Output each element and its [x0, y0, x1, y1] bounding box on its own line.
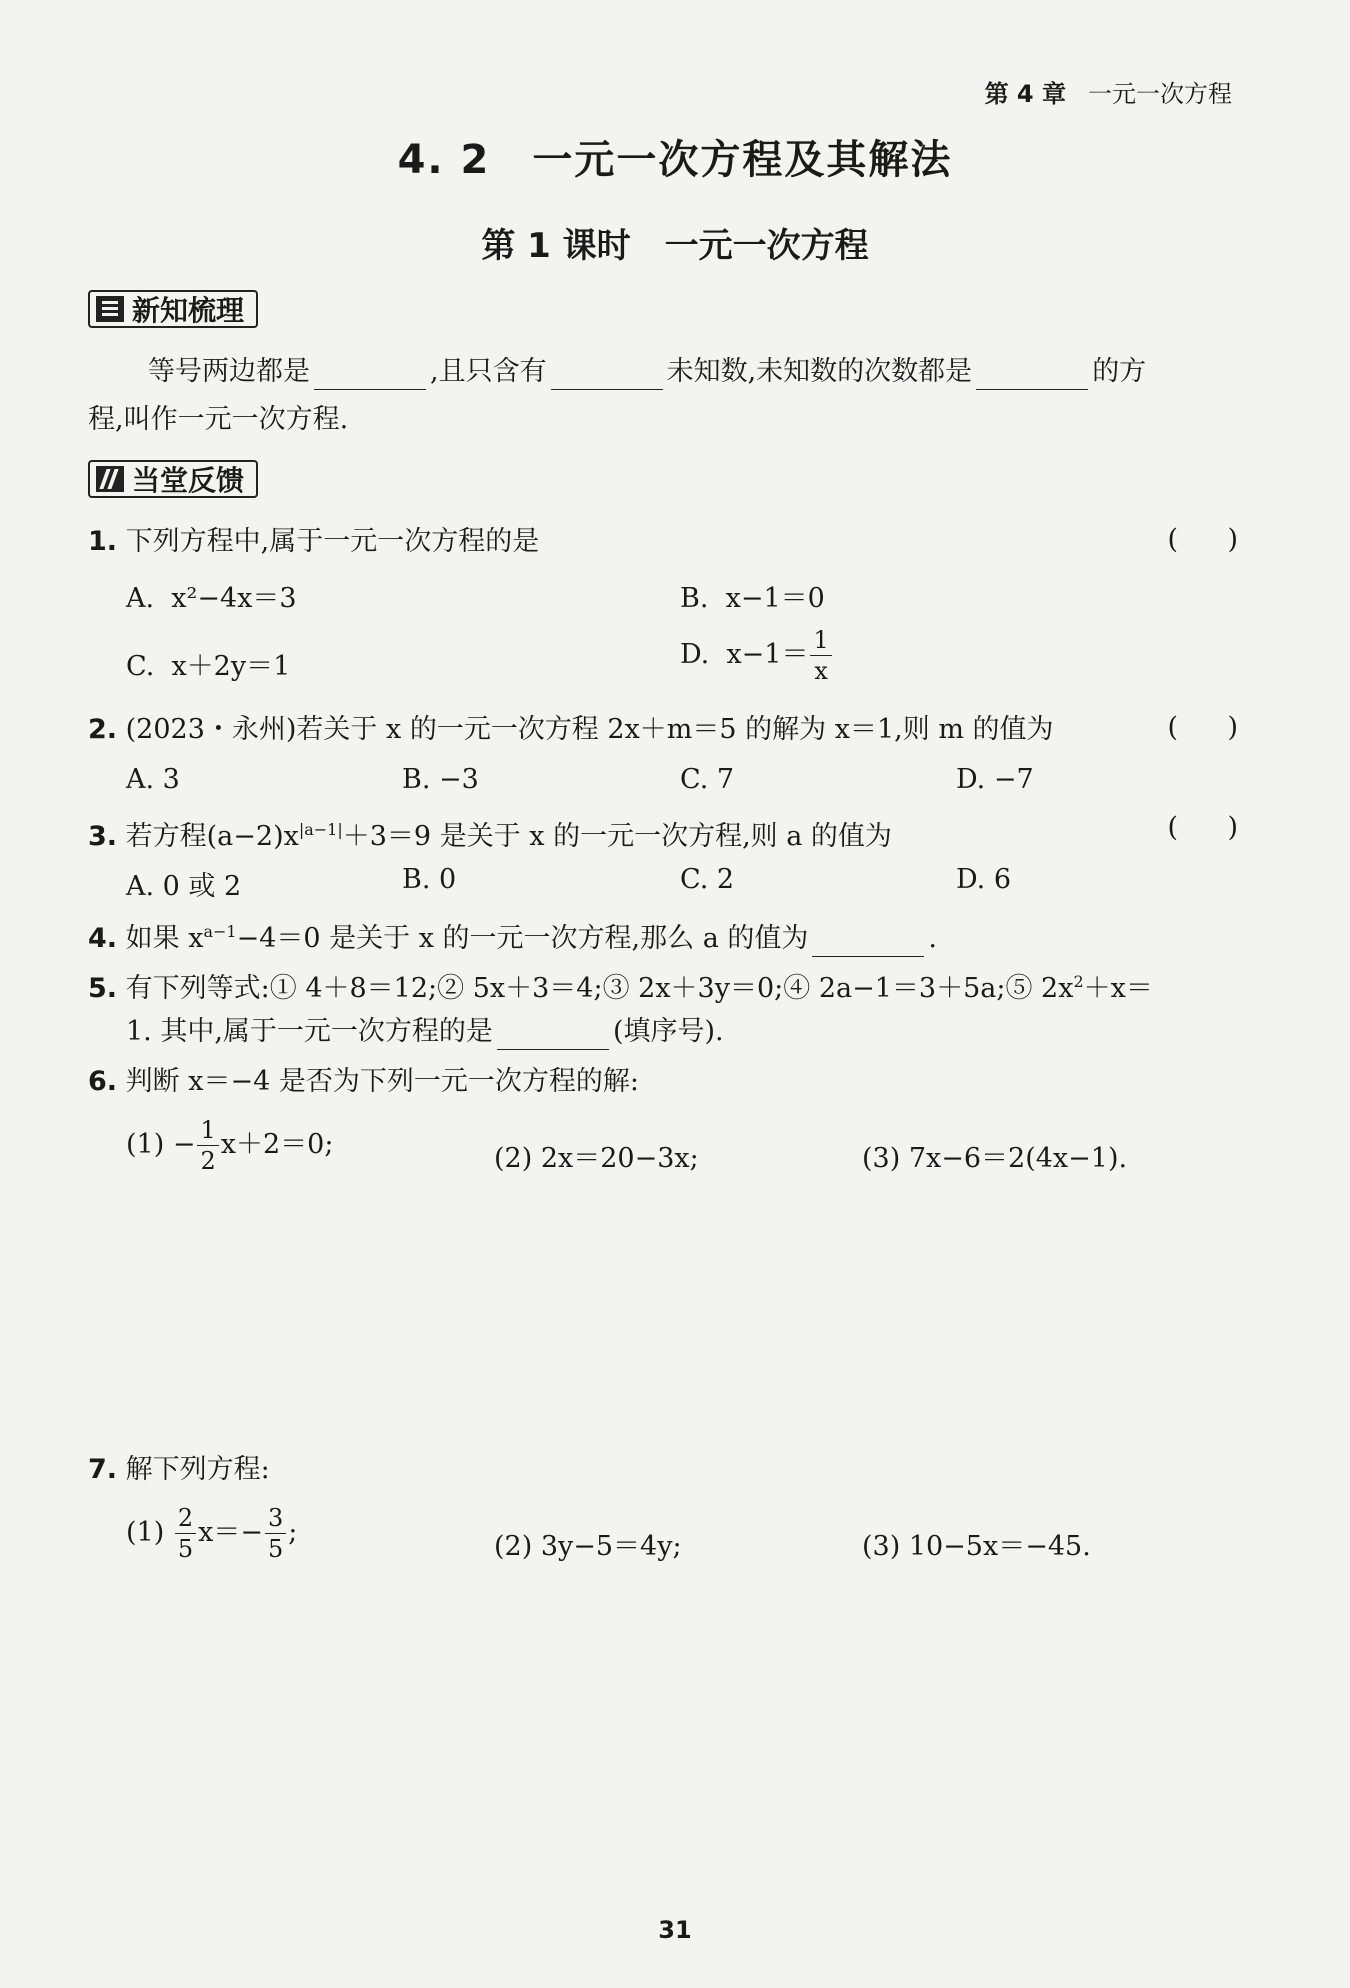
option-letter: B.: [680, 583, 709, 614]
option-c[interactable]: C. 2: [680, 864, 735, 895]
numerator: 1: [197, 1118, 218, 1146]
numerator: 2: [175, 1506, 196, 1534]
question-4: [88, 914, 937, 957]
question-number: 6.: [88, 1066, 118, 1097]
subquestion-text: x＝−: [198, 1517, 263, 1548]
answer-bracket[interactable]: [1167, 524, 1238, 555]
section-tag-new-knowledge: [88, 290, 258, 328]
fraction: [197, 1118, 218, 1173]
option-a[interactable]: [126, 576, 297, 615]
question-text: 下列方程中,属于一元一次方程的是: [125, 526, 540, 557]
exponent: a−1: [203, 922, 237, 941]
intro-line-1: [148, 354, 1146, 390]
bracket-left: (: [1167, 812, 1178, 843]
option-text: x＋2y＝1: [171, 651, 291, 682]
denominator: x: [814, 657, 828, 685]
subquestion-text: ;: [288, 1517, 298, 1548]
option-b[interactable]: B. −3: [402, 764, 479, 795]
numerator: 3: [265, 1506, 286, 1534]
subquestion-2: (2) 2x＝20−3x;: [494, 1143, 699, 1174]
subquestion-text: (1): [126, 1517, 173, 1548]
question-text: −4＝0 是关于 x 的一元一次方程,那么 a 的值为: [236, 923, 809, 954]
subquestion-1: [126, 1118, 333, 1173]
bracket-left: (: [1167, 524, 1178, 555]
work-area[interactable]: [88, 1590, 1248, 1890]
question-1: [88, 524, 539, 560]
book-icon: [96, 296, 124, 322]
question-number: 7.: [88, 1454, 118, 1485]
option-letter: A.: [126, 583, 155, 614]
fraction: [810, 628, 831, 683]
option-a[interactable]: A. 3: [126, 764, 180, 795]
question-5: [88, 964, 1153, 1007]
question-number: 3.: [88, 821, 118, 852]
fraction: [265, 1506, 286, 1561]
option-text: x−1＝: [726, 639, 809, 670]
fraction: [175, 1506, 196, 1561]
question-text: .: [928, 923, 937, 954]
subquestion-3: (3) 7x−6＝2(4x−1).: [862, 1143, 1128, 1174]
question-7: [88, 1452, 270, 1488]
option-letter: C.: [126, 651, 155, 682]
question-6: [88, 1064, 639, 1100]
numerator: 1: [810, 628, 831, 656]
answer-blank[interactable]: [812, 928, 924, 957]
answer-blank[interactable]: [976, 361, 1088, 390]
section-tag-label: 新知梳理: [132, 294, 245, 327]
option-a[interactable]: A. 0 或 2: [126, 871, 242, 902]
question-text: 有下列等式:① 4＋8＝12;② 5x＋3＝4;③ 2x＋3y＝0;④ 2a−1＝3＋5a;⑤ 2x: [125, 973, 1074, 1004]
question-text: (2023・永州)若关于 x 的一元一次方程 2x＋m＝5 的解为 x＝1,则 m 的值为: [125, 714, 1054, 745]
intro-text: 等号两边都是: [148, 356, 310, 387]
pencil-icon: [96, 466, 124, 492]
page-number: 31: [658, 1916, 692, 1944]
question-text: 如果 x: [125, 923, 204, 954]
bracket-right: ): [1227, 524, 1238, 555]
intro-line-2: 程,叫作一元一次方程.: [88, 404, 349, 435]
intro-text: 未知数,未知数的次数都是: [666, 356, 973, 387]
denominator: 5: [177, 1535, 194, 1563]
answer-blank[interactable]: [314, 361, 426, 390]
option-c[interactable]: C. 7: [680, 764, 735, 795]
intro-text: 的方: [1092, 356, 1147, 387]
chapter-title: 一元一次方程: [1088, 80, 1232, 108]
question-text: 1. 其中,属于一元一次方程的是: [126, 1016, 493, 1047]
question-number: 5.: [88, 973, 118, 1004]
running-header: [985, 74, 1232, 109]
option-d[interactable]: D. −7: [956, 764, 1034, 795]
question-number: 4.: [88, 923, 118, 954]
answer-blank[interactable]: [497, 1021, 609, 1050]
section-tag-feedback: [88, 460, 258, 498]
question-5-cont: [126, 1014, 724, 1050]
question-text: 若方程(a−2)x: [125, 821, 299, 852]
option-b[interactable]: B. 0: [402, 864, 457, 895]
chapter-number: 第 4 章: [984, 80, 1066, 108]
answer-bracket[interactable]: [1167, 812, 1238, 843]
subquestion-1: [126, 1506, 297, 1561]
answer-blank[interactable]: [551, 361, 663, 390]
section-title: 4. 2 一元一次方程及其解法: [397, 137, 953, 183]
question-number: 1.: [88, 526, 118, 557]
intro-text: ,且只含有: [430, 356, 547, 387]
bracket-left: (: [1167, 712, 1178, 743]
question-text: 判断 x＝−4 是否为下列一元一次方程的解:: [125, 1066, 639, 1097]
section-tag-label: 当堂反馈: [132, 464, 245, 497]
denominator: 2: [200, 1147, 216, 1175]
subquestion-3: (3) 10−5x＝−45.: [862, 1531, 1091, 1562]
subquestion-2: (2) 3y−5＝4y;: [494, 1531, 682, 1562]
bracket-right: ): [1227, 712, 1238, 743]
exponent: |a−1|: [298, 820, 343, 839]
option-d[interactable]: [680, 628, 834, 683]
answer-bracket[interactable]: [1167, 712, 1238, 743]
option-c[interactable]: [126, 644, 290, 683]
exponent: 2: [1073, 972, 1084, 991]
question-text: (填序号).: [612, 1016, 724, 1047]
option-text: x−1＝0: [725, 583, 825, 614]
question-2: [88, 712, 1054, 748]
lesson-title: 第 1 课时 一元一次方程: [481, 226, 869, 266]
question-text: ＋3＝9 是关于 x 的一元一次方程,则 a 的值为: [342, 821, 892, 852]
bracket-right: ): [1227, 812, 1238, 843]
option-letter: D.: [680, 639, 710, 670]
option-d[interactable]: D. 6: [956, 864, 1012, 895]
subquestion-text: x＋2＝0;: [220, 1129, 334, 1160]
work-area[interactable]: [88, 1200, 1248, 1430]
question-text: ＋x＝: [1083, 973, 1153, 1004]
denominator: 5: [267, 1535, 284, 1563]
subquestion-text: (1) −: [126, 1129, 196, 1160]
question-text: 解下列方程:: [125, 1454, 270, 1485]
option-b[interactable]: [680, 576, 825, 615]
option-text: x²−4x＝3: [171, 583, 297, 614]
question-number: 2.: [88, 714, 118, 745]
question-3: [88, 812, 892, 855]
